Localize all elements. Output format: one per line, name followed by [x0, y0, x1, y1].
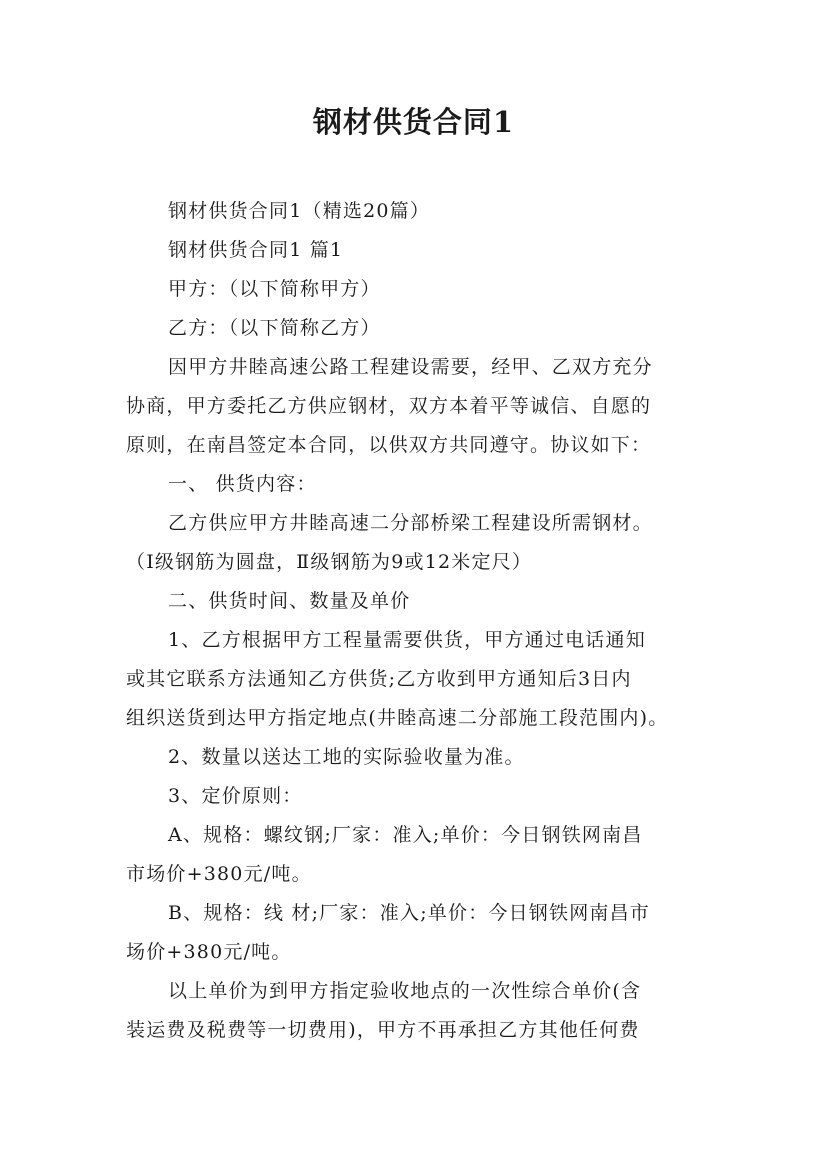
paragraph-line: 原则，在南昌签定本合同，以供双方共同遵守。协议如下：	[126, 434, 652, 456]
party-a-line: 甲方：（以下简称甲方）	[168, 278, 381, 300]
clause-heading-line: 二、供货时间、数量及单价	[168, 590, 411, 612]
section-heading-line: 钢材供货合同1 篇1	[168, 239, 344, 261]
paragraph-line: 协商，甲方委托乙方供应钢材，双方本着平等诚信、自愿的	[126, 395, 652, 417]
paragraph-line: 乙方供应甲方井睦高速二分部桥梁工程建设所需钢材。	[168, 512, 653, 534]
paragraph-line: 装运费及税费等一切费用)，甲方不再承担乙方其他任何费	[126, 1019, 640, 1041]
party-b-line: 乙方：（以下简称乙方）	[168, 317, 381, 339]
paragraph-line: 组织送货到达甲方指定地点(井睦高速二分部施工段范围内)。	[126, 707, 669, 729]
document-title: 钢材供货合同1	[312, 105, 515, 139]
paragraph-line: 3、定价原则：	[168, 785, 303, 807]
paragraph-line: 或其它联系方法通知乙方供货;乙方收到甲方通知后3日内	[126, 668, 632, 690]
paragraph-line: A、规格：螺纹钢;厂家：准入;单价：今日钢铁网南昌	[168, 824, 643, 846]
paragraph-line: 2、数量以送达工地的实际验收量为准。	[168, 746, 525, 768]
subtitle-line: 钢材供货合同1（精选20篇）	[168, 200, 431, 222]
paragraph-line: 以上单价为到甲方指定验收地点的一次性综合单价(含	[168, 980, 642, 1002]
paragraph-line: B、规格：线 材;厂家：准入;单价：今日钢铁网南昌市	[168, 902, 651, 924]
paragraph-line: 市场价+380元/吨。	[126, 863, 312, 885]
paragraph-line: （Ⅰ级钢筋为圆盘，Ⅱ级钢筋为9或12米定尺）	[126, 551, 533, 573]
clause-heading-line: 一、 供货内容：	[168, 473, 317, 495]
paragraph-line: 因甲方井睦高速公路工程建设需要，经甲、乙双方充分	[168, 356, 653, 378]
paragraph-line: 场价+380元/吨。	[126, 941, 292, 963]
paragraph-line: 1、乙方根据甲方工程量需要供货，甲方通过电话通知	[168, 629, 646, 651]
